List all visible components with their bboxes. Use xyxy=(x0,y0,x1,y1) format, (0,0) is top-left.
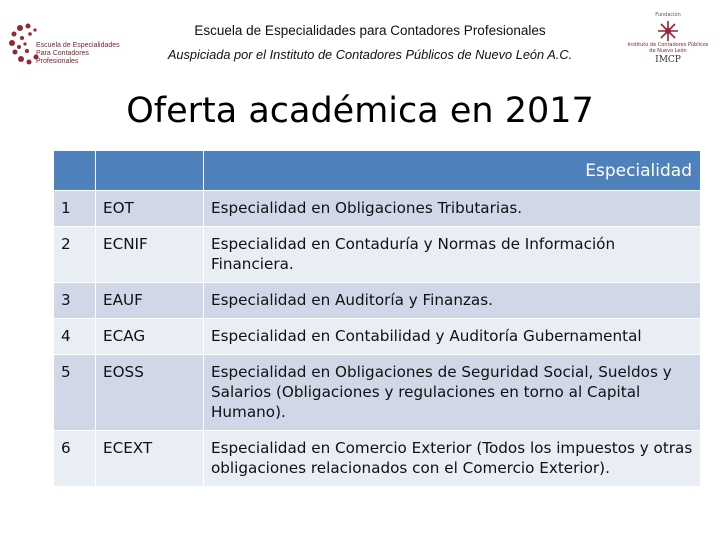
row-number: 5 xyxy=(54,355,96,431)
institute-logo-top-text: Fundación xyxy=(655,12,681,18)
table-header-row xyxy=(54,151,701,191)
offer-table xyxy=(53,150,701,487)
school-logo-line1: Escuela de Especialidades xyxy=(36,42,120,49)
row-specialty: Especialidad en Auditoría y Finanzas. xyxy=(204,283,701,319)
table-row xyxy=(54,355,701,431)
table-row xyxy=(54,431,701,487)
row-code: ECNIF xyxy=(96,227,204,283)
table-row xyxy=(54,191,701,227)
row-specialty: Especialidad en Obligaciones de Seguridad Social, Sueldos y Salarios (Obligaciones y regulaciones en torno al Capital Humano). xyxy=(204,355,701,431)
school-logo-text xyxy=(36,42,122,66)
school-logo xyxy=(8,14,120,78)
row-code: EOSS xyxy=(96,355,204,431)
page-title: Oferta académica en 2017 xyxy=(126,91,594,131)
row-specialty: Especialidad en Contabilidad y Auditoría Gubernamental xyxy=(204,319,701,355)
header-cell-specialty: Especialidad xyxy=(204,151,701,191)
row-number: 1 xyxy=(54,191,96,227)
institute-logo-abbr: IMCP xyxy=(655,55,681,65)
row-number: 4 xyxy=(54,319,96,355)
row-number: 3 xyxy=(54,283,96,319)
table-row xyxy=(54,283,701,319)
row-specialty: Especialidad en Comercio Exterior (Todos los impuestos y otras obligaciones relacionados con el Comercio Exterior). xyxy=(204,431,701,487)
institute-logo-name xyxy=(622,42,714,54)
row-code: ECAG xyxy=(96,319,204,355)
school-logo-line2: Para Contadores Profesionales xyxy=(36,50,89,65)
row-specialty: Especialidad en Obligaciones Tributarias. xyxy=(204,191,701,227)
row-code: EOT xyxy=(96,191,204,227)
row-specialty: Especialidad en Contaduría y Normas de Información Financiera. xyxy=(204,227,701,283)
institute-logo-name-line2: de Nuevo León xyxy=(649,48,687,54)
header-title: Escuela de Especialidades para Contadores Profesionales xyxy=(194,23,546,38)
header-cell-num xyxy=(54,151,96,191)
row-code: EAUF xyxy=(96,283,204,319)
header-subtitle: Auspiciada por el Instituto de Contadores Públicos de Nuevo León A.C. xyxy=(167,47,573,62)
institute-logo xyxy=(622,12,714,78)
table-row xyxy=(54,227,701,283)
row-code: ECEXT xyxy=(96,431,204,487)
institute-logo-icon xyxy=(657,20,679,42)
row-number: 6 xyxy=(54,431,96,487)
row-number: 2 xyxy=(54,227,96,283)
table-row xyxy=(54,319,701,355)
header-cell-code xyxy=(96,151,204,191)
institute-logo-name-line1: Instituto de Contadores Públicos xyxy=(627,42,709,48)
